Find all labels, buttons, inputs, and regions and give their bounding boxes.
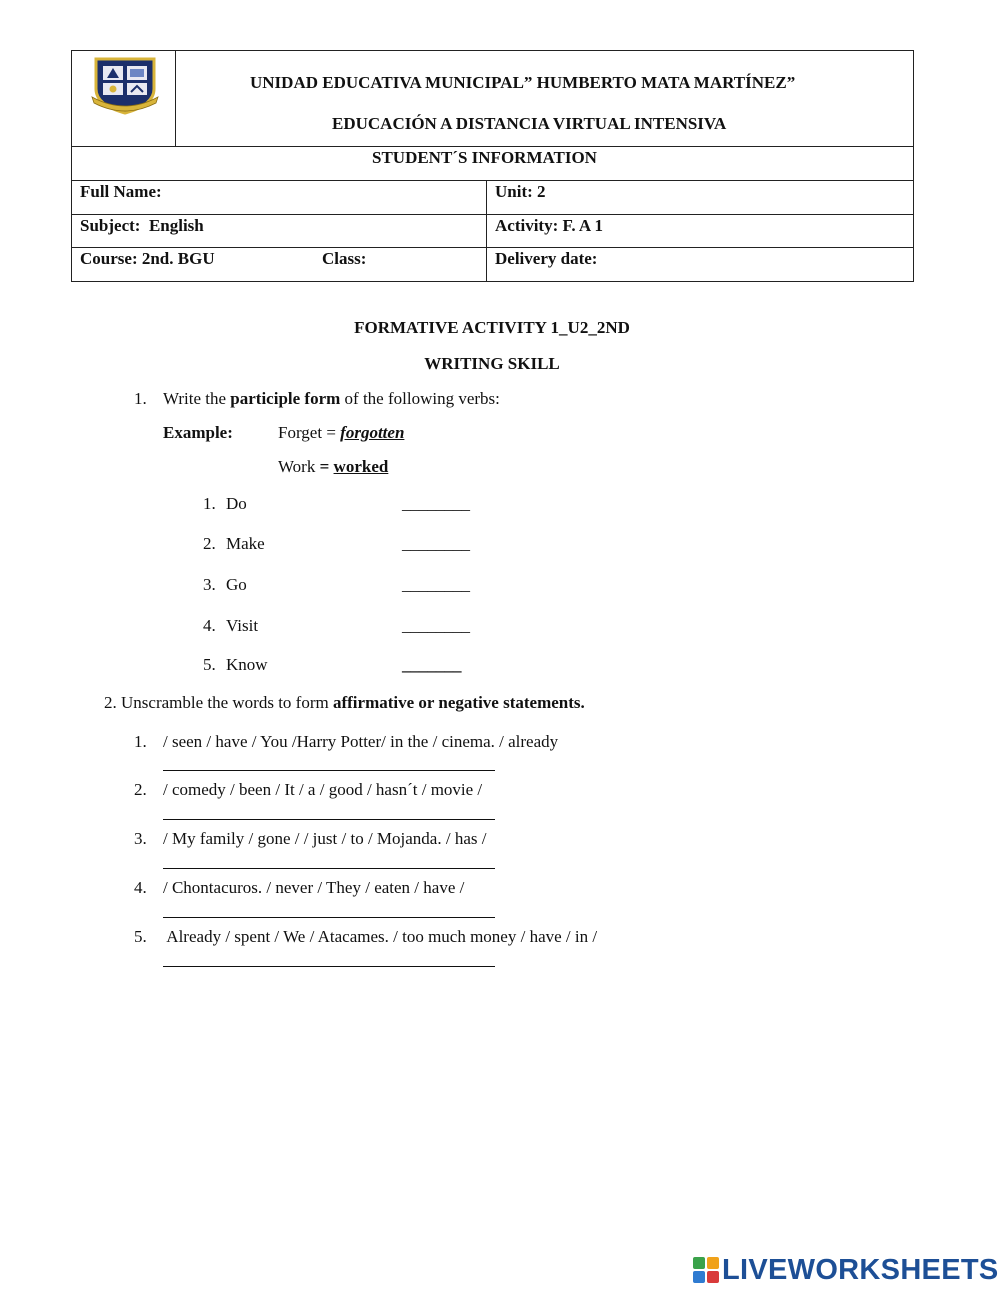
verb-item: Go (226, 575, 247, 594)
delivery-date-label: Delivery date: (495, 249, 598, 268)
full-name-label: Full Name: (80, 182, 162, 201)
school-crest-logo (90, 55, 160, 115)
scrambled-sentence: / comedy / been / It / a / good / hasn´t / movie / (163, 780, 483, 799)
verb-answer-blank[interactable]: ________ (402, 534, 470, 553)
part1-number: 1. (134, 389, 147, 408)
school-name: UNIDAD EDUCATIVA MUNICIPAL” HUMBERTO MATA MARTÍNEZ” (250, 73, 796, 92)
verb-item: Know (226, 655, 268, 674)
sentence-answer-line[interactable] (163, 966, 495, 967)
skill-subtitle: WRITING SKILL (424, 354, 560, 373)
example-1: Forget = forgotten (278, 423, 405, 442)
liveworksheets-logo-icon (692, 1256, 720, 1284)
verb-answer-blank[interactable]: _______ (402, 655, 462, 674)
sentence-num: 4. (134, 878, 147, 897)
verb-answer-blank[interactable]: ________ (402, 575, 470, 594)
sentence-answer-line[interactable] (163, 868, 495, 869)
verb-answer-blank[interactable]: ________ (402, 494, 470, 513)
verb-item-num: 4. (203, 616, 216, 635)
verb-answer-blank[interactable]: ________ (402, 616, 470, 635)
scrambled-sentence: / My family / gone / / just / to / Mojanda. / has / (163, 829, 487, 848)
sentence-answer-line[interactable] (163, 770, 495, 771)
verb-item-num: 2. (203, 534, 216, 553)
program-name: EDUCACIÓN A DISTANCIA VIRTUAL INTENSIVA (332, 114, 727, 133)
liveworksheets-brand[interactable] (692, 1253, 999, 1287)
sentence-num: 2. (134, 780, 147, 799)
student-info-table (71, 50, 914, 282)
activity-label: Activity: F. A 1 (495, 216, 603, 235)
verb-item-num: 5. (203, 655, 216, 674)
part1-instruction: Write the participle form of the following verbs: (163, 389, 500, 408)
verb-item: Do (226, 494, 247, 513)
subject-label: Subject: English (80, 216, 204, 235)
scrambled-sentence: / seen / have / You /Harry Potter/ in the / cinema. / already (163, 732, 559, 751)
course-label: Course: 2nd. BGU (80, 249, 215, 268)
verb-item-num: 3. (203, 575, 216, 594)
sentence-answer-line[interactable] (163, 917, 495, 918)
scrambled-sentence: / Chontacuros. / never / They / eaten / have / (163, 878, 465, 897)
verb-item: Make (226, 534, 265, 553)
sentence-num: 1. (134, 732, 147, 751)
activity-title: FORMATIVE ACTIVITY 1_U2_2ND (354, 318, 630, 337)
sentence-num: 3. (134, 829, 147, 848)
example-2: Work = worked (278, 457, 389, 476)
verb-item: Visit (226, 616, 259, 635)
example-label: Example: (163, 423, 233, 442)
unit-label: Unit: 2 (495, 182, 546, 201)
class-label: Class: (322, 249, 367, 268)
section-title: STUDENT´S INFORMATION (372, 148, 597, 167)
scrambled-sentence: Already / spent / We / Atacames. / too much money / have / in / (163, 927, 598, 946)
sentence-num: 5. (134, 927, 147, 946)
verb-item-num: 1. (203, 494, 216, 513)
sentence-answer-line[interactable] (163, 819, 495, 820)
brand-name: LIVEWORKSHEETS (722, 1253, 999, 1286)
part2-instruction: 2. Unscramble the words to form affirmative or negative statements. (104, 693, 585, 712)
